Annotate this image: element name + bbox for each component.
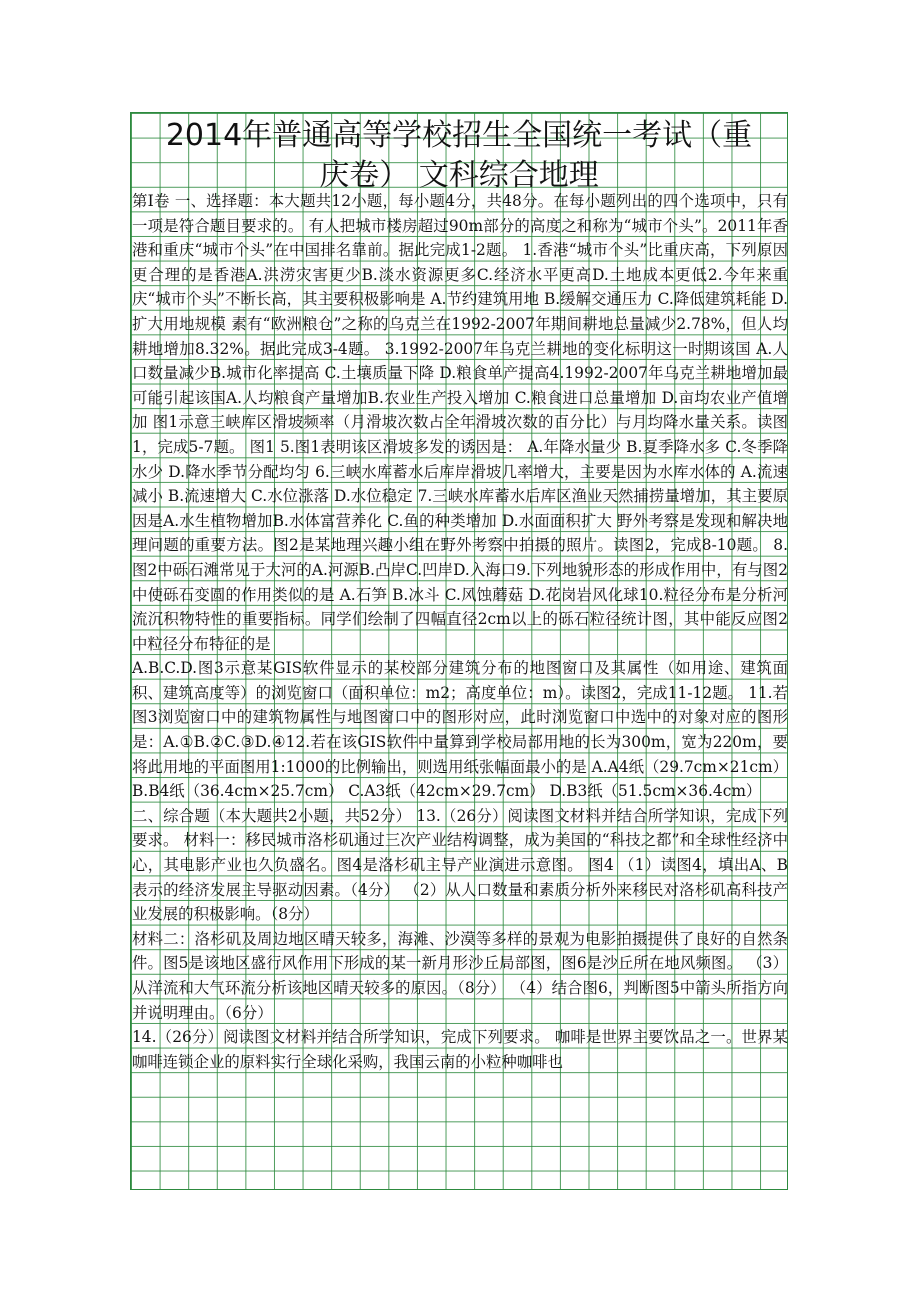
paragraph-section-2: A.B.C.D.图3示意某GIS软件显示的某校部分建筑分布的地图窗口及其属性（如用途、建筑面积、建筑高度等）的浏览窗口（面积单位：m2；高度单位：m）。读图2，完成11-12题。 11.若图3浏览窗口中的建筑物属性与地图窗口中的图形对应，此时浏览窗口中选中的对象对应的图形是：A.①B.②C.③D.④12.若在该GIS软件中量算到学校局部用地的长为300m，宽为220m，要将此用地的平面图用1:1000的比例输出，则选用纸张幅面最小的是 A.A4纸（29.7cm×21cm） B.B4纸（36.4cm×25.7cm） C.A3纸（42cm×29.7cm） D.B3纸（51.5cm×36.4cm）: [132, 659, 788, 801]
title-line-2: 庆卷） 文科综合地理: [319, 158, 599, 193]
document-title: [130, 116, 788, 196]
paragraph-section-1: 第Ⅰ卷 一、选择题：本大题共12小题，每小题4分，共48分。在每小题列出的四个选项中，只有一项是符合题目要求的。 有人把城市楼房超过90m部分的高度之和称为“城市个头”。2011年香港和重庆“城市个头”在中国排名靠前。据此完成1-2题。 1.香港“城市个头”比重庆高，下列原因更合理的是香港A.洪涝灾害更少B.淡水资源更多C.经济水平更高D.土地成本更低2.今年来重庆“城市个头”不断长高，其主要积极影响是 A.节约建筑用地 B.缓解交通压力 C.降低建筑耗能 D.扩大用地规模 素有“欧洲粮仓”之称的乌克兰在1992-2007年期间耕地总量减少2.78%，但人均耕地增加8.32%。据此完成3-4题。 3.1992-2007年乌克兰耕地的变化标明这一时期该国 A.人口数量减少B.城市化率提高 C.土壤质量下降 D.粮食单产提高4.1992-2007年乌克兰耕地增加最可能引起该国A.人均粮食产量增加B.农业生产投入增加 C.粮食进口总量增加 D.亩均农业产值增加 图1示意三峡库区滑坡频率（月滑坡次数占全年滑坡次数的百分比）与月均降水量关系。读图1，完成5-7题。 图1 5.图1表明该区滑坡多发的诱因是： A.年降水量少 B.夏季降水多 C.冬季降水少 D.降水季节分配均匀 6.三峡水库蓄水后库岸滑坡几率增大，主要是因为水库水体的 A.流速减小 B.流速增大 C.水位涨落 D.水位稳定 7.三峡水库蓄水后库区渔业天然捕捞量增加，其主要原因是A.水生植物增加B.水体富营养化 C.鱼的种类增加 D.水面面积扩大 野外考察是发现和解决地理问题的重要方法。图2是某地理兴趣小组在野外考察中拍摄的照片。读图2，完成8-10题。 8.图2中砾石滩常见于大河的A.河源B.凸岸C.凹岸D.入海口9.下列地貌形态的形成作用中，有与图2中使砾石变圆的作用类似的是 A.石笋 B.冰斗 C.风蚀蘑菇 D.花岗岩风化球10.粒径分布是分析河流沉积物特性的重要指标。同学们绘制了四幅直径2cm以上的砾石粒径统计图，其中能反应图2中粒径分布特征的是: [132, 192, 788, 653]
paragraph-section-4: 材料二：洛杉矶及周边地区晴天较多，海滩、沙漠等多样的景观为电影拍摄提供了良好的自然条件。图5是该地区盛行风作用下形成的某一新月形沙丘局部图，图6是沙丘所在地风频图。 （3）从洋流和大气环流分析该地区晴天较多的原因。（8分） （4）结合图6，判断图5中箭头所指方向并说明理由。（6分）: [132, 929, 788, 1022]
title-line-1: 2014年普通高等学校招生全国统一考试（重: [165, 118, 753, 153]
document-body: [132, 189, 788, 1074]
paragraph-section-5: 14.（26分）阅读图文材料并结合所学知识，完成下列要求。 咖啡是世界主要饮品之一。世界某咖啡连锁企业的原料实行全球化采购，我国云南的小粒种咖啡也: [132, 1028, 788, 1071]
paragraph-section-3: 二、综合题（本大题共2小题，共52分） 13.（26分）阅读图文材料并结合所学知识，完成下列要求。 材料一：移民城市洛杉矶通过三次产业结构调整，成为美国的“科技之都”和全球性经济中心，其电影产业也久负盛名。图4是洛杉矶主导产业演进示意图。 图4 （1）读图4，填出A、B表示的经济发展主导驱动因素。（4分） （2）从人口数量和素质分析外来移民对洛杉矶高科技产业发展的积极影响。（8分）: [132, 806, 788, 924]
